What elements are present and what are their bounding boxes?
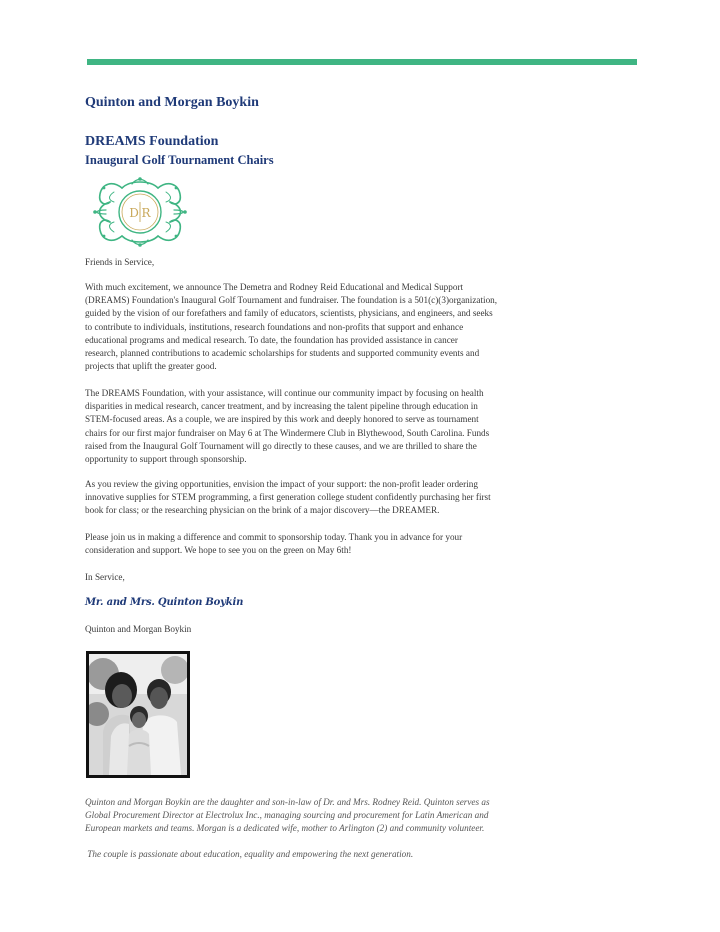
paragraph-line: book for class; or the researching physician on the brink of a major discovery—the DREAMER. (85, 505, 440, 516)
paragraph-line: research, planned contributions to academic scholarships for students and supported community events and (85, 348, 480, 359)
crest-ornament-icon (92, 176, 188, 248)
paragraph-line: disparities in medical research, cancer treatment, and by increasing the talent pipeline through education in (85, 401, 478, 412)
bio-paragraph (85, 796, 490, 836)
monogram-right: R (141, 206, 151, 220)
letter-paragraph-4 (85, 531, 462, 557)
handwritten-signature: Mr. and Mrs. Quinton Boykin (85, 597, 244, 608)
paragraph-line: to contribute to individuals, institutions, research foundations and non-profits that support and enhance (85, 321, 464, 332)
signed-name: Quinton and Morgan Boykin (85, 624, 192, 634)
letter-greeting: Friends in Service, (85, 257, 155, 267)
family-portrait-image (89, 654, 187, 775)
letter-paragraph-2 (85, 387, 489, 466)
bio-line: European markets and teams. Morgan is a dedicated wife, mother to Arlington (2) and community volunteer. (85, 823, 485, 834)
letter-paragraph-1 (85, 281, 497, 373)
paragraph-line: raised from the Inaugural Golf Tournament will go directly to these causes, and we are thrilled to share the (85, 440, 477, 451)
paragraph-line: With much excitement, we announce The Demetra and Rodney Reid Educational and Medical Support (85, 282, 464, 292)
paragraph-line: consideration and support. We hope to see you on the green on May 6th! (85, 545, 352, 556)
top-accent-rule (87, 59, 637, 65)
family-photo (86, 651, 190, 778)
header-organization: DREAMS Foundation (85, 134, 219, 149)
paragraph-line: STEM-focused areas. As a couple, we are inspired by this work and deeply honored to serve as tournament (85, 414, 479, 425)
bio-line: Global Procurement Director at Electrolux Inc., managing sourcing and procurement for Latin American and (85, 810, 489, 821)
paragraph-line: chairs for our first major fundraiser on May 6 at The Windermere Club in Blythewood, South Carolina. Funds (85, 427, 490, 438)
paragraph-line: educational programs and medical research. To date, the foundation has provided assistance in cancer (85, 334, 458, 345)
paragraph-line: Please join us in making a difference and commit to sponsorship today. Thank you in advance for your (85, 532, 463, 542)
header-names: Quinton and Morgan Boykin (85, 95, 259, 110)
letter-paragraph-3 (85, 478, 491, 518)
paragraph-line: projects that uplift the greater good. (85, 361, 217, 372)
bio-closing-line: The couple is passionate about education, equality and empowering the next generation. (85, 849, 414, 859)
bio-line: Quinton and Morgan Boykin are the daughter and son-in-law of Dr. and Mrs. Rodney Reid. Quinton serves as (85, 797, 490, 807)
letter-closing: In Service, (85, 572, 125, 582)
dr-crest-logo (92, 176, 188, 248)
monogram-left: D (129, 206, 139, 220)
header-subtitle: Inaugural Golf Tournament Chairs (85, 153, 274, 167)
paragraph-line: (DREAMS) Foundation's Inaugural Golf Tournament and fundraiser. The foundation is a 501(c)(3)organization, (85, 295, 498, 306)
paragraph-line: The DREAMS Foundation, with your assistance, will continue our community impact by focusing on health (85, 388, 484, 398)
paragraph-line: As you review the giving opportunities, envision the impact of your support: the non-profit leader ordering (85, 479, 478, 489)
paragraph-line: guided by the vision of our forefathers and family of educators, scientists, physicians, and engineers, and seeks (85, 308, 493, 319)
paragraph-line: opportunity to support through sponsorship. (85, 454, 247, 465)
paragraph-line: innovative supplies for STEM programming, a first generation college student confidently purchasing her first (85, 492, 491, 503)
